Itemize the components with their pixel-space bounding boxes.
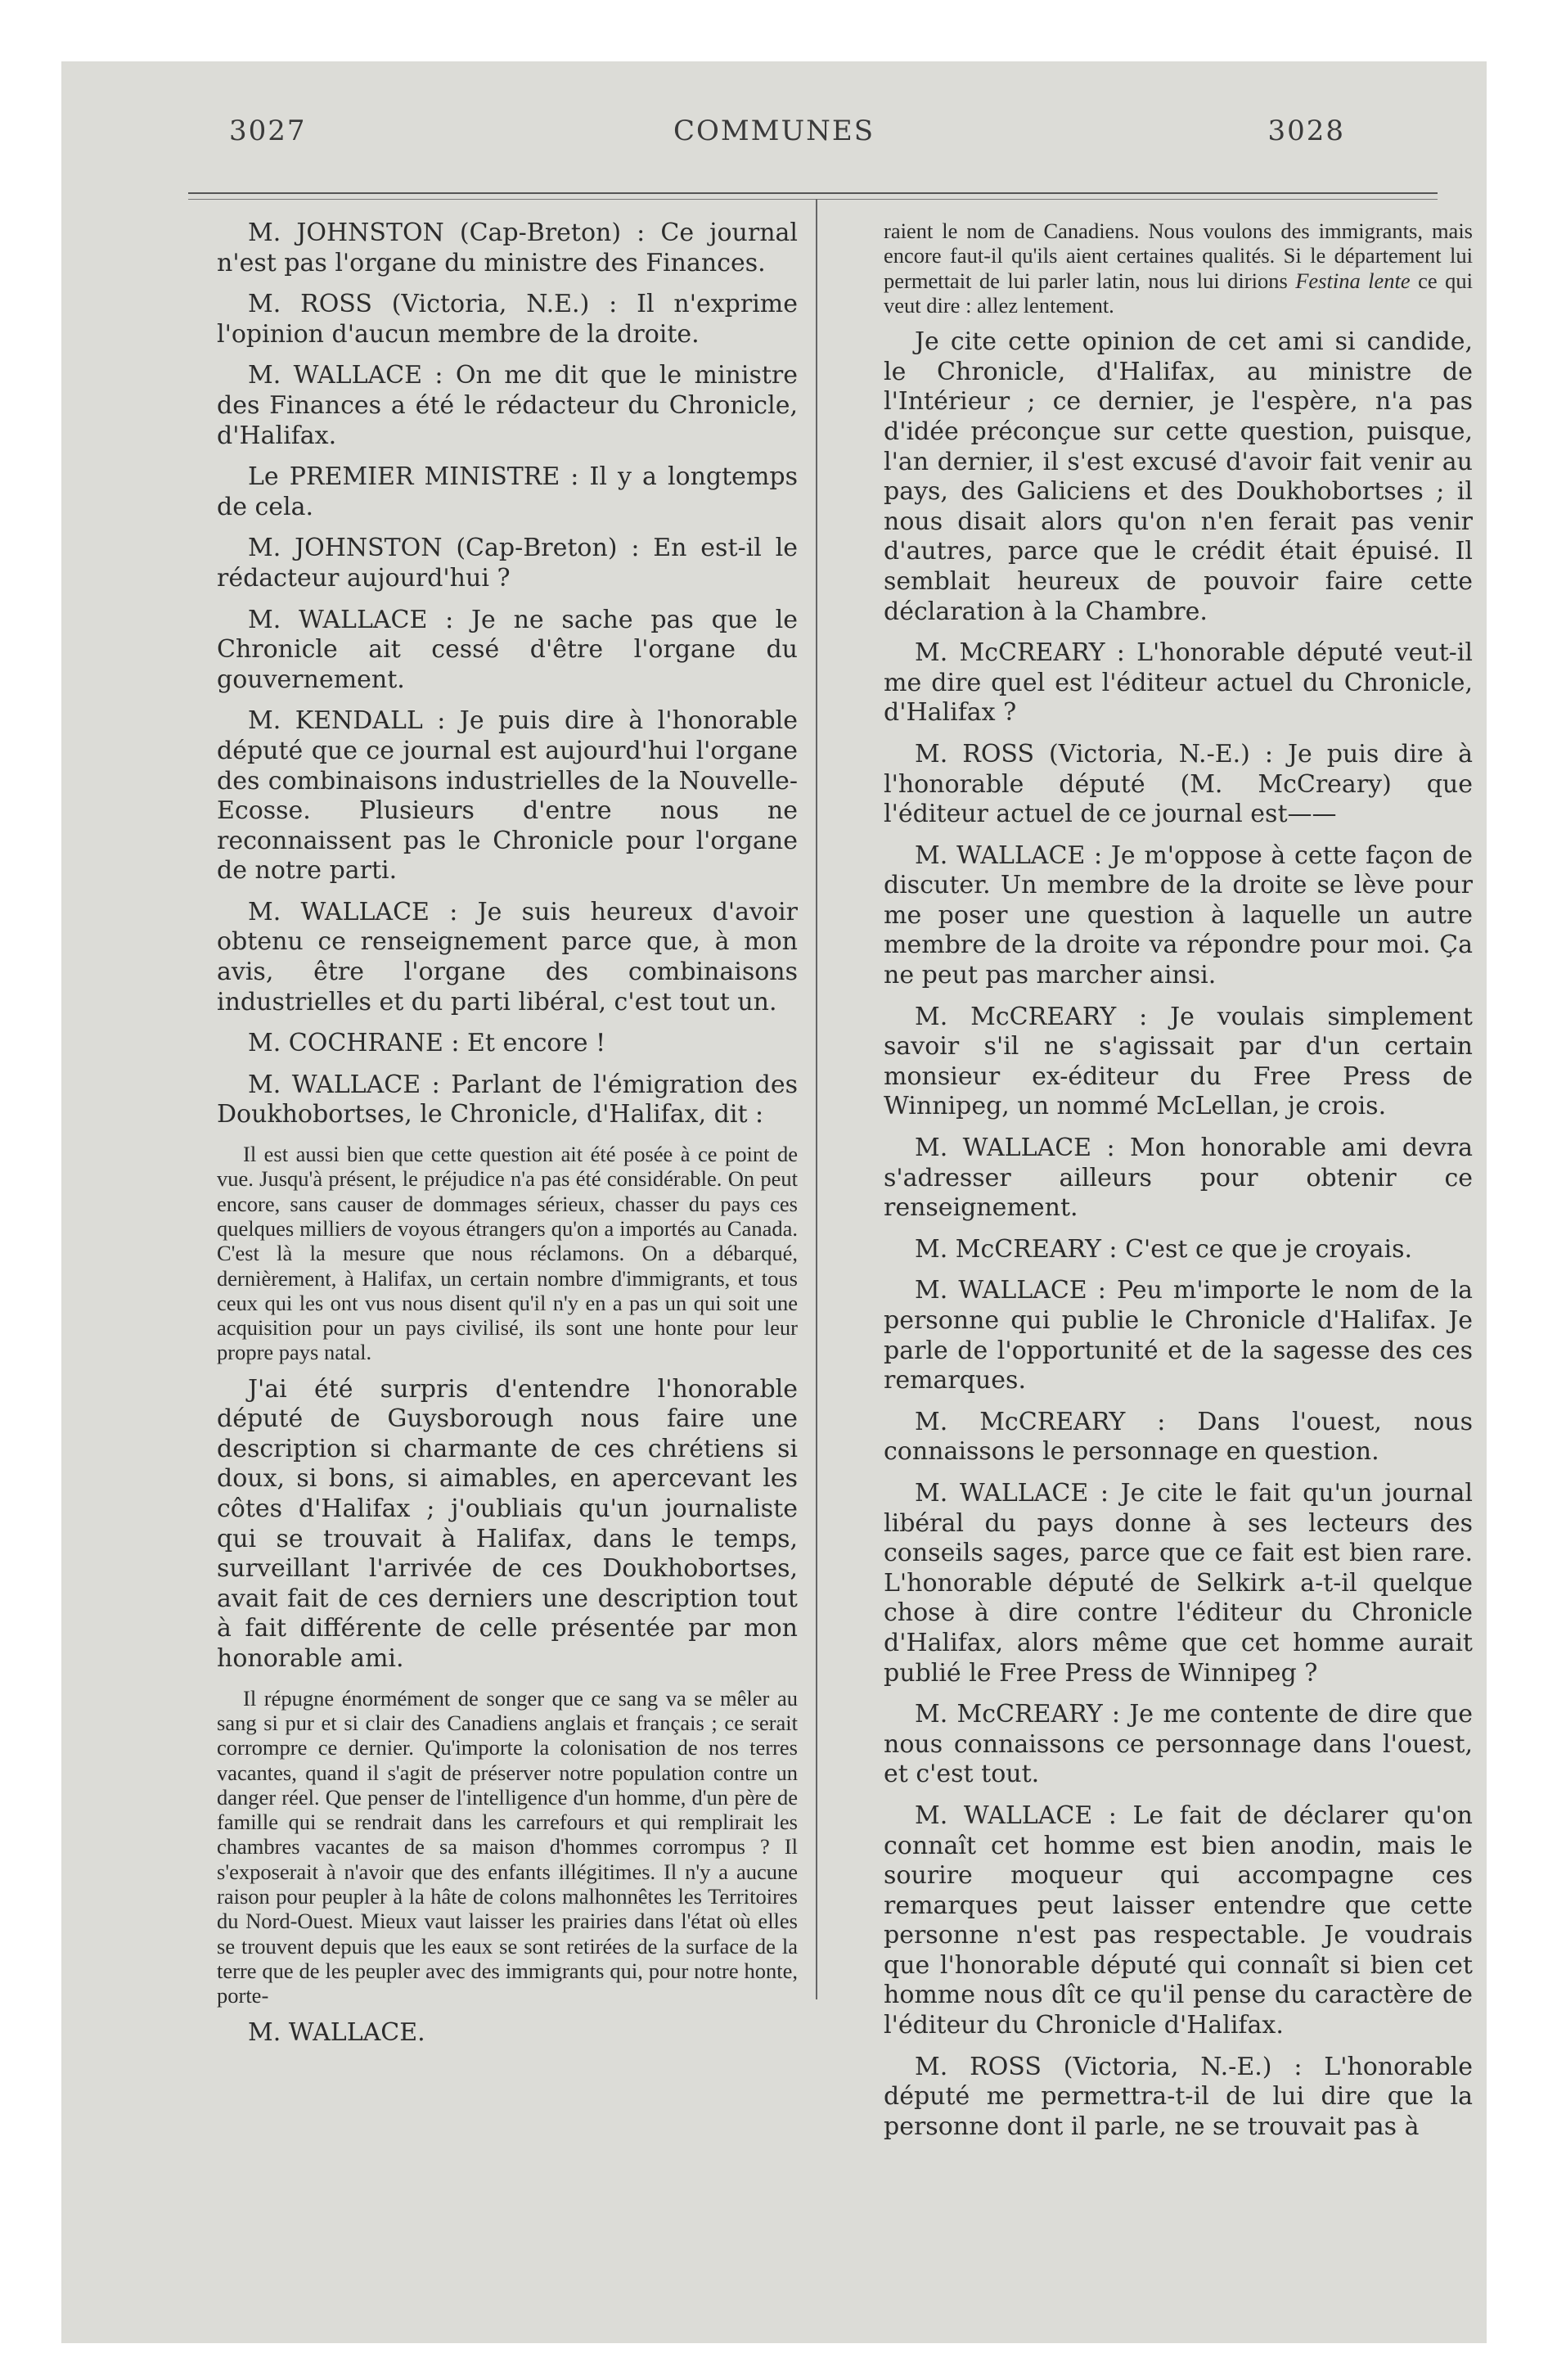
speech-paragraph [217,290,798,349]
paragraph-text: raient le nom de Canadiens. Nous voulons des immigrants, mais encore faut-il qu'ils aient certaines qualités. Si le département lui permettait de lui parler latin, nous lui dirions [884,219,1473,293]
speech-paragraph [884,327,1473,627]
paragraph-text: M. WALLACE : Je suis heureux d'avoir obtenu ce renseignement parce que, à mon avis, être l'organe des combinaisons industrielles et du parti libéral, c'est tout un. [217,897,798,1016]
page-content [61,61,1487,2343]
speech-paragraph [217,462,798,522]
paragraph-text: Il est aussi bien que cette question ait été posée à ce point de vue. Jusqu'à présent, le préjudice n'a pas été considérable. On peut encore, sans causer de dommages sérieux, chasser du pays ces quelques milliers de voyous étrangers qu'on a importés au Canada. C'est là la mesure que nous réclamons. On a débarqué, dernièrement, à Halifax, un certain nombre d'immigrants, et tous ceux qui les ont vus nous disent qu'il n'y en a pas un qui soit une acquisition pour un pays civilisé, ils sont une honte pour leur propre pays natal. [217,1142,798,1365]
paragraph-text: M. ROSS (Victoria, N.E.) : Il n'exprime l'opinion d'aucun membre de la droite. [217,290,798,349]
speech-paragraph [217,1071,798,1130]
paragraph-text: M. WALLACE : Mon honorable ami devra s'adresser ailleurs pour obtenir ce renseignement. [884,1134,1473,1223]
speech-paragraph [884,1134,1473,1224]
column-separator [816,199,817,1999]
speech-paragraph [884,740,1473,830]
speech-paragraph [217,361,798,451]
paragraph-text: M. COCHRANE : Et encore ! [248,1029,606,1058]
page-title: COMMUNES [673,115,875,147]
paragraph-text: M. JOHNSTON (Cap-Breton) : Ce journal n'est pas l'organe du ministre des Finances. [217,219,798,277]
header-rule [188,192,1438,194]
page-header [188,115,1360,164]
speech-paragraph [884,841,1473,991]
paragraph-text: M. ROSS (Victoria, N.-E.) : L'honorable député me permettra-t-il de lui dire que la personne dont il parle, ne se trouvait pas à [884,2052,1473,2141]
right-page-number: 3028 [1267,115,1345,147]
italic-phrase: Festina lente [1295,268,1411,293]
paragraph-text: J'ai été surpris d'entendre l'honorable député de Guysborough nous faire une description si charmante de ces chrétiens si doux, si bons, si aimables, en apercevant les côtes d'Halifax ; j'oubliais qu'un journaliste qui se trouvait à Halifax, dans le temps, surveillant l'arrivée de ces Doukhobortses, avait fait de ces derniers une description tout à fait différente de celle présentée par mon honorable ami. [217,1374,798,1674]
running-footer-speaker [217,2018,798,2049]
paragraph-text: M. McCREARY : Dans l'ouest, nous connaissons le personnage en question. [884,1407,1473,1467]
paragraph-text: M. WALLACE : Je cite le fait qu'un journal libéral du pays donne à ses lecteurs des conseils sages, parce que ce fait est bien rare. L'honorable député de Selkirk a-t-il quelque chose à dire contre l'éditeur du Chronicle d'Halifax, alors même que cet homme aurait publié le Free Press de Winnipeg ? [884,1478,1473,1688]
paragraph-text: M. WALLACE : Peu m'importe le nom de la personne qui publie le Chronicle d'Halifax. Je parle de l'opportunité et de la sagesse des ces remarques. [884,1276,1473,1395]
speech-paragraph [884,1003,1473,1122]
paragraph-text: Il répugne énormément de songer que ce sang va se mêler au sang si pur et si clair des Canadiens anglais et français ; ce serait corrompre ce dernier. Qu'importe la colonisation de nos terres vacantes, quand il s'agit de préserver notre population contre un danger réel. Que penser de l'intelligence d'un homme, d'un père de famille qui se rendrait dans les carrefours et qui remplirait les chambres vacantes de sa maison d'hommes corrompus ? Il s'exposerait à n'avoir que des enfants illégitimes. Il n'y a aucune raison pour peupler à la hâte de colons malhonnêtes les Territoires du Nord-Ouest. Mieux vaut laisser les prairies dans l'état où elles se trouvent depuis que les eaux se sont retirées de la surface de la terre que de les peupler avec des immigrants qui, pour notre honte, porte- [217,1685,798,2008]
speech-paragraph [217,534,798,593]
paragraph-text: M. McCREARY : Je me contente de dire que nous connaissons ce personnage dans l'ouest, et c'est tout. [884,1700,1473,1789]
paragraph-text: M. McCREARY : Je voulais simplement savoir s'il ne s'agissait par d'un certain monsieur ex-éditeur du Free Press de Winnipeg, un nommé McLellan, je crois. [884,1002,1473,1121]
paragraph-text: M. WALLACE : Parlant de l'émigration des Doukhobortses, le Chronicle, d'Halifax, dit : [217,1070,798,1129]
speech-paragraph [217,898,798,1017]
speech-paragraph [217,606,798,696]
paragraph-text: M. KENDALL : Je puis dire à l'honorable député que ce journal est aujourd'hui l'organe des combinaisons industrielles de la Nouvelle-Ecosse. Plusieurs d'entre nous ne reconnaissent pas le Chronicle pour l'organe de notre parti. [217,706,798,886]
quoted-passage [884,219,1473,318]
paragraph-text: M. McCREARY : L'honorable député veut-il me dire quel est l'éditeur actuel du Chronicle, d'Halifax ? [884,638,1473,728]
speech-paragraph [884,638,1473,728]
quoted-passage [217,1686,798,2008]
speech-paragraph [217,1029,798,1059]
paragraph-text: M. McCREARY : C'est ce que je croyais. [915,1234,1413,1264]
paragraph-text: M. WALLACE : Je ne sache pas que le Chronicle ait cessé d'être l'organe du gouvernement. [217,605,798,694]
speech-paragraph [884,1408,1473,1467]
paragraph-text: M. WALLACE : On me dit que le ministre des Finances a été le rédacteur du Chronicle, d'Halifax. [217,361,798,450]
right-column [884,219,1473,2153]
speech-paragraph [884,1801,1473,2041]
paragraph-text: M. ROSS (Victoria, N.-E.) : Je puis dire à l'honorable député (M. McCreary) que l'éditeur actuel de ce journal est—— [884,739,1473,829]
paragraph-text: Le PREMIER MINISTRE : Il y a longtemps de cela. [217,462,798,521]
scanned-page [61,61,1487,2343]
paragraph-text: M. WALLACE : Le fait de déclarer qu'on connaît cet homme est bien anodin, mais le sourire moqueur qui accompagne ces remarques peut laisser entendre que cette personne n'est pas respectable. Je voudrais que l'honorable député qui connaît si bien cet homme nous dît ce qu'il pense du caractère de l'éditeur du Chronicle d'Halifax. [884,1801,1473,2040]
speech-paragraph [217,219,798,278]
speech-paragraph [884,1479,1473,1688]
quoted-passage [217,1142,798,1365]
paragraph-text: M. JOHNSTON (Cap-Breton) : En est-il le rédacteur aujourd'hui ? [217,534,798,593]
left-page-number: 3027 [229,115,307,147]
paragraph-text: Je cite cette opinion de cet ami si candide, le Chronicle, d'Halifax, au ministre de l'Intérieur ; ce dernier, je l'espère, n'a pas d'idée préconçue sur cette question, puisque, l'an dernier, il s'est excusé d'avoir fait venir au pays, des Galiciens et des Doukhobortses ; il nous disait alors qu'on n'en ferait pas venir d'autres, parce que le crédit était épuisé. Il semblait heureux de pouvoir faire cette déclaration à la Chambre. [884,327,1473,626]
paragraph-text: M. WALLACE : Je m'oppose à cette façon de discuter. Un membre de la droite se lève pour me poser une question à laquelle un autre membre de la droite va répondre pour moi. Ça ne peut pas marcher ainsi. [884,841,1473,990]
header-rule-thin [188,199,1438,200]
paragraph-text-tail: ce qui veut dire : allez lentement. [884,268,1473,318]
left-column [217,219,798,2059]
speech-paragraph [884,1700,1473,1790]
paragraph-text: M. WALLACE. [248,2017,425,2047]
speech-paragraph [884,1235,1473,1265]
speech-paragraph [884,1276,1473,1395]
speech-paragraph [217,706,798,886]
speech-paragraph [217,1375,798,1675]
speech-paragraph [884,2053,1473,2143]
